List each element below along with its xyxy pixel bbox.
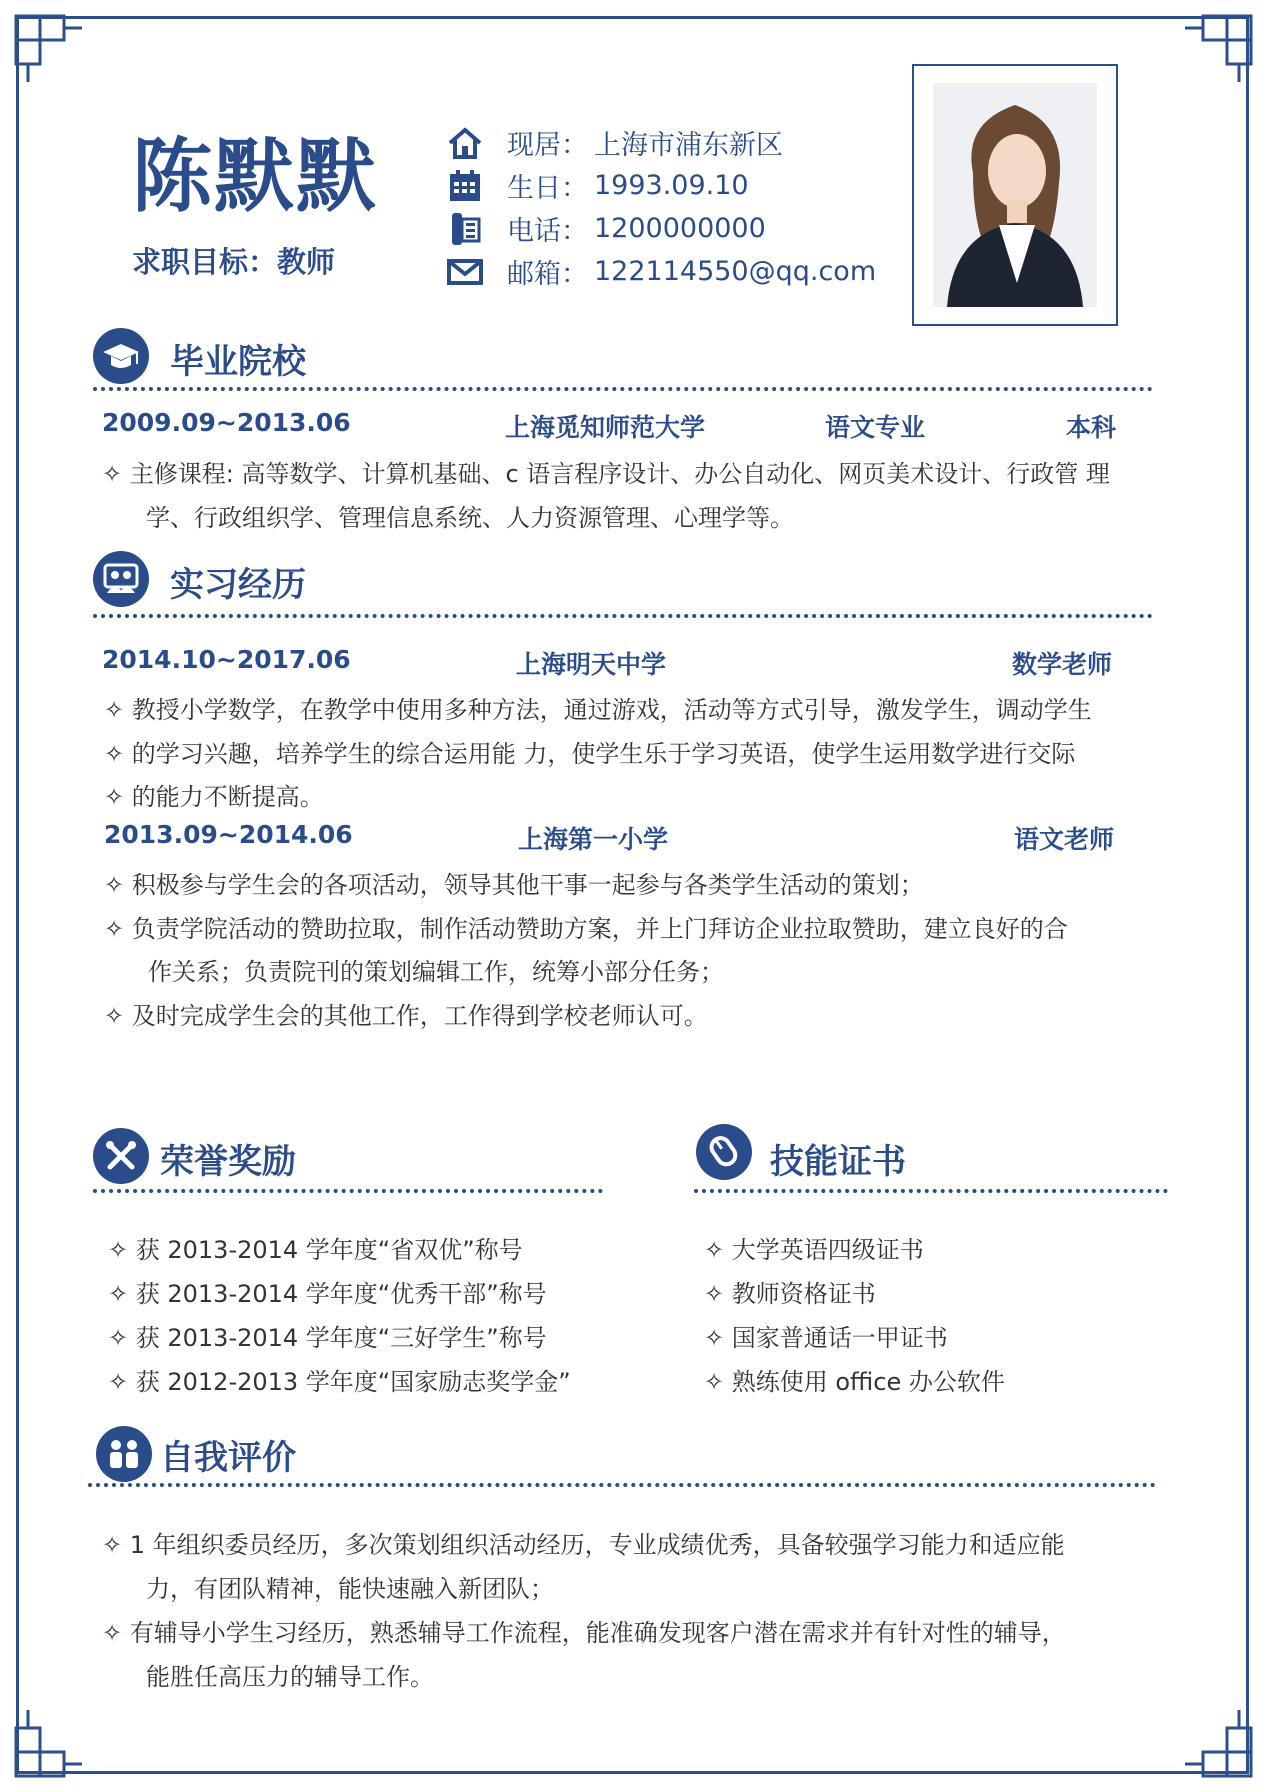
honor-item: ✧ 获 2013-2014 学年度“优秀干部”称号 — [108, 1280, 547, 1308]
job-description-line: ✧ 的学习兴趣，培养学生的综合运用能 力，使学生乐于学习英语，使学生运用数学进行交际 — [104, 740, 1076, 768]
corner-ornament-top-left — [12, 12, 82, 82]
corner-ornament-bottom-left — [12, 1710, 82, 1780]
section-divider — [93, 1189, 603, 1193]
section-title-education: 毕业院校 — [170, 342, 306, 382]
honor-item: ✧ 获 2013-2014 学年度“三好学生”称号 — [108, 1324, 547, 1352]
mail-icon — [445, 254, 485, 290]
mouse-icon — [696, 1124, 752, 1180]
job-organization: 上海明天中学 — [516, 650, 667, 679]
section-divider — [88, 1483, 1156, 1487]
section-title-skills: 技能证书 — [770, 1142, 906, 1182]
education-degree: 本科 — [1066, 413, 1117, 442]
tools-icon — [93, 1128, 149, 1184]
skill-item: ✧ 大学英语四级证书 — [704, 1236, 924, 1264]
self-evaluation-line: ✧ 1 年组织委员经历，多次策划组织活动经历，专业成绩优秀，具备较强学习能力和适应能 — [102, 1531, 1065, 1559]
job-role: 数学老师 — [1012, 650, 1113, 679]
self-evaluation-line: 力，有团队精神，能快速融入新团队； — [146, 1575, 554, 1603]
section-divider — [694, 1189, 1168, 1193]
graduation-cap-icon — [93, 328, 149, 384]
profile-photo-frame — [912, 64, 1118, 326]
section-divider — [93, 614, 1153, 618]
candidate-name: 陈默默 — [132, 130, 378, 223]
self-evaluation-line: ✧ 有辅导小学生习经历，熟悉辅导工作流程，能准确发现客户潜在需求并有针对性的辅导， — [102, 1619, 1066, 1647]
job-description-line: ✧ 教授小学数学，在教学中使用多种方法，通过游戏，活动等方式引导，激发学生，调动学生 — [104, 696, 1092, 724]
skill-item: ✧ 熟练使用 office 办公软件 — [704, 1368, 1005, 1396]
contact-birthday: 生日： 1993.09.10 — [445, 166, 749, 205]
skill-item: ✧ 国家普通话一甲证书 — [704, 1324, 948, 1352]
contact-email: 邮箱： 122114550@qq.com — [445, 252, 876, 291]
self-evaluation-line: 能胜任高压力的辅导工作。 — [146, 1663, 434, 1691]
section-title-internship: 实习经历 — [170, 565, 306, 605]
skill-item: ✧ 教师资格证书 — [704, 1280, 876, 1308]
job-organization: 上海第一小学 — [518, 825, 669, 854]
job-description-line: ✧ 及时完成学生会的其他工作，工作得到学校老师认可。 — [104, 1002, 708, 1030]
people-icon — [93, 551, 149, 607]
job-description-line: ✧ 的能力不断提高。 — [104, 783, 324, 811]
contact-phone: 电话： 1200000000 — [445, 209, 766, 248]
education-school: 上海觅知师范大学 — [505, 413, 706, 442]
job-period: 2013.09~2014.06 — [104, 820, 353, 849]
team-icon — [96, 1426, 152, 1482]
job-period: 2014.10~2017.06 — [102, 645, 351, 674]
education-courses-line: ✧ 主修课程: 高等数学、计算机基础、c 语言程序设计、办公自动化、网页美术设计、行政管 理 — [102, 460, 1110, 488]
home-icon — [445, 125, 485, 161]
contact-address: 现居： 上海市浦东新区 — [445, 123, 783, 162]
job-description-line: 作关系；负责院刊的策划编辑工作，统筹小部分任务； — [148, 958, 724, 986]
honor-item: ✧ 获 2012-2013 学年度“国家励志奖学金” — [108, 1368, 571, 1396]
education-courses-line: 学、行政组织学、管理信息系统、人力资源管理、心理学等。 — [146, 504, 794, 532]
corner-ornament-bottom-right — [1185, 1710, 1255, 1780]
section-divider — [93, 387, 1153, 391]
job-role: 语文老师 — [1014, 825, 1115, 854]
honor-item: ✧ 获 2013-2014 学年度“省双优”称号 — [108, 1236, 523, 1264]
section-title-honors: 荣誉奖励 — [160, 1142, 296, 1182]
corner-ornament-top-right — [1185, 12, 1255, 82]
job-description-line: ✧ 积极参与学生会的各项活动，领导其他干事一起参与各类学生活动的策划； — [104, 871, 924, 899]
section-title-self-evaluation: 自我评价 — [160, 1438, 296, 1478]
job-objective: 求职目标：教师 — [132, 245, 336, 279]
phone-icon — [445, 211, 485, 247]
calendar-icon — [445, 168, 485, 204]
profile-photo — [933, 83, 1097, 307]
job-description-line: ✧ 负责学院活动的赞助拉取，制作活动赞助方案，并上门拜访企业拉取赞助，建立良好的合 — [104, 915, 1068, 943]
education-major: 语文专业 — [825, 413, 926, 442]
education-period: 2009.09~2013.06 — [102, 408, 351, 437]
